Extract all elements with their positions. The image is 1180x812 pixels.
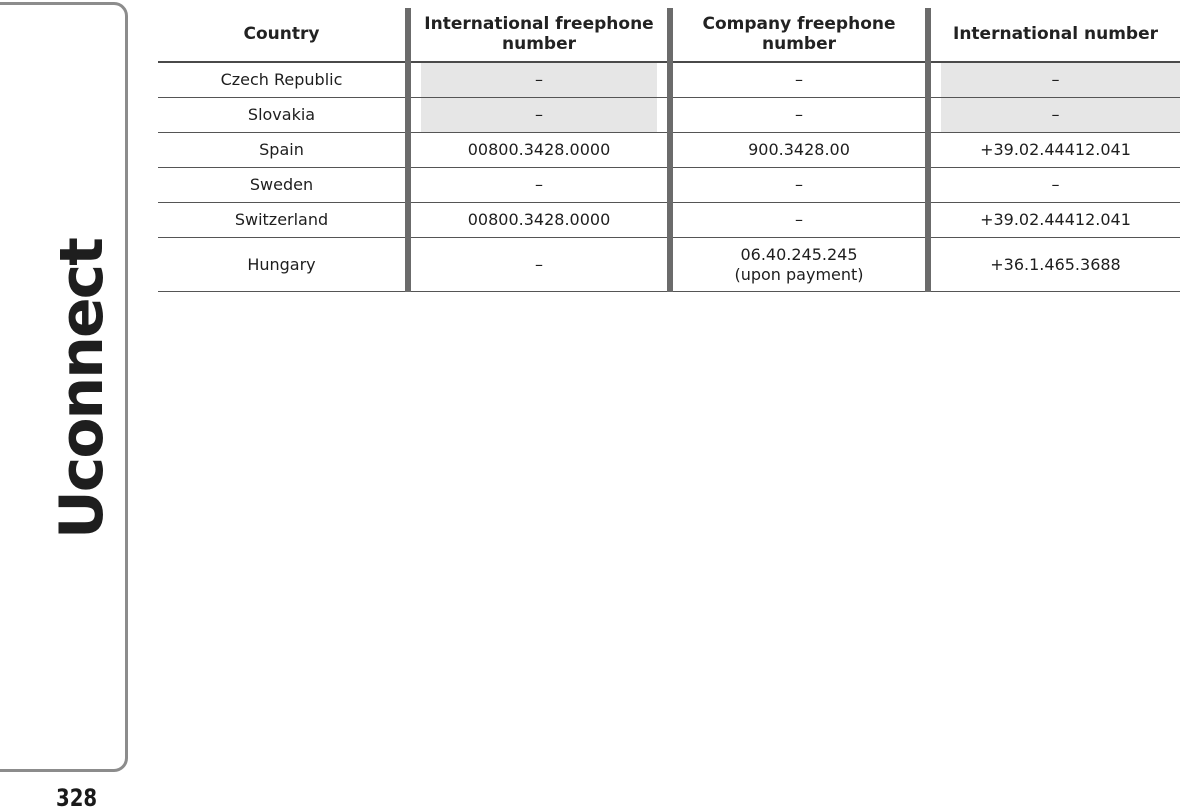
table-row <box>158 98 1180 133</box>
cell-intl-freephone: – <box>408 168 670 203</box>
cell-intl-freephone: – <box>408 238 670 292</box>
cell-country: Spain <box>158 133 408 168</box>
table-row <box>158 133 1180 168</box>
cell-intl-freephone: 00800.3428.0000 <box>408 203 670 238</box>
table-row <box>158 203 1180 238</box>
company-freephone-note: (upon payment) <box>734 264 864 284</box>
header-company-freephone: Company freephone number <box>670 8 928 62</box>
cell-intl-number: – <box>928 98 1180 133</box>
cell-country: Switzerland <box>158 203 408 238</box>
uconnect-logo-text: Uconnect <box>47 239 117 539</box>
table-header-row <box>158 8 1180 62</box>
table-row <box>158 238 1180 292</box>
cell-intl-number: +39.02.44412.041 <box>928 203 1180 238</box>
uconnect-logo <box>36 239 128 539</box>
header-country: Country <box>158 8 408 62</box>
cell-company-freephone: – <box>670 98 928 133</box>
cell-country: Czech Republic <box>158 62 408 98</box>
cell-intl-freephone: – <box>408 62 670 98</box>
table-row <box>158 62 1180 98</box>
cell-company-freephone: – <box>670 168 928 203</box>
cell-country: Hungary <box>158 238 408 292</box>
cell-company-freephone: – <box>670 62 928 98</box>
cell-country: Sweden <box>158 168 408 203</box>
cell-intl-number: – <box>928 168 1180 203</box>
cell-intl-number: +36.1.465.3688 <box>928 238 1180 292</box>
table-row <box>158 168 1180 203</box>
cell-country: Slovakia <box>158 98 408 133</box>
cell-intl-freephone: – <box>408 98 670 133</box>
header-intl-freephone: International freephone number <box>408 8 670 62</box>
company-freephone-number: 06.40.245.245 <box>740 245 858 265</box>
cell-intl-number: – <box>928 62 1180 98</box>
cell-intl-freephone: 00800.3428.0000 <box>408 133 670 168</box>
cell-intl-number: +39.02.44412.041 <box>928 133 1180 168</box>
cell-company-freephone: 900.3428.00 <box>670 133 928 168</box>
phone-numbers-table-wrapper <box>158 8 1180 292</box>
header-intl-number: International number <box>928 8 1180 62</box>
phone-numbers-table <box>158 8 1180 292</box>
page-number: 328 <box>56 784 98 812</box>
cell-company-freephone: – <box>670 203 928 238</box>
cell-company-freephone <box>670 238 928 292</box>
